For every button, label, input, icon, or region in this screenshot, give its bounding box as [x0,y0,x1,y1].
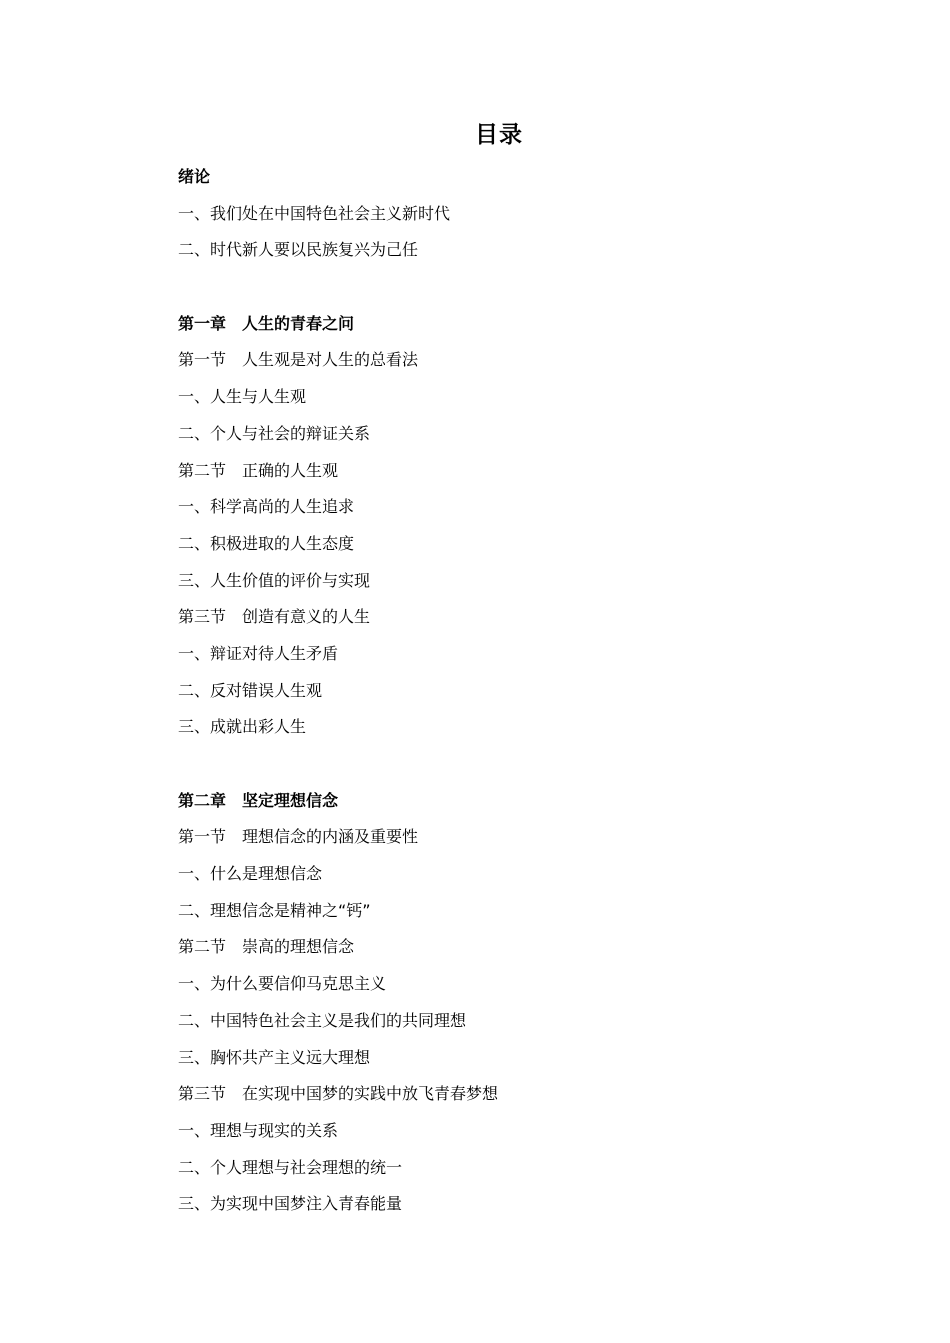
toc-item: 一、辩证对待人生矛盾 [178,643,339,663]
toc-heading: 第一章 人生的青春之问 [178,313,355,333]
toc-group-chapter-2 [178,783,818,1223]
toc-item: 第三节 在实现中国梦的实践中放飞青春梦想 [178,1084,499,1104]
toc-title: 目录 [475,122,523,148]
toc-item: 第一节 理想信念的内涵及重要性 [178,827,419,847]
toc-item: 一、人生与人生观 [178,387,307,407]
toc-item: 三、成就出彩人生 [178,717,307,737]
toc-item: 第二节 崇高的理想信念 [178,937,355,957]
toc-item: 第二节 正确的人生观 [178,460,339,480]
toc-heading: 绪论 [178,167,211,186]
toc-group-intro [178,159,818,269]
toc-item: 二、个人与社会的辩证关系 [178,423,371,443]
toc-item: 二、个人理想与社会理想的统一 [178,1157,403,1177]
toc-group-chapter-1 [178,306,818,746]
toc-item: 第三节 创造有意义的人生 [178,607,371,627]
toc-heading: 第二章 坚定理想信念 [178,790,339,810]
toc-item: 二、反对错误人生观 [178,680,323,700]
toc-item: 二、中国特色社会主义是我们的共同理想 [178,1010,467,1030]
toc-item: 三、为实现中国梦注入青春能量 [178,1194,403,1214]
toc-item: 一、我们处在中国特色社会主义新时代 [178,203,451,223]
toc-item: 三、胸怀共产主义远大理想 [178,1047,371,1067]
toc-item: 二、理想信念是精神之“钙” [178,900,371,920]
toc-item: 一、理想与现实的关系 [178,1120,339,1140]
toc-item: 第一节 人生观是对人生的总看法 [178,350,419,370]
toc-item: 一、什么是理想信念 [178,864,323,884]
toc-item: 三、人生价值的评价与实现 [178,570,371,590]
toc-item: 一、为什么要信仰马克思主义 [178,974,387,994]
toc-item: 二、时代新人要以民族复兴为己任 [178,240,419,260]
toc-list [178,159,818,1223]
toc-item: 二、积极进取的人生态度 [178,533,355,553]
toc-item: 一、科学高尚的人生追求 [178,497,355,517]
